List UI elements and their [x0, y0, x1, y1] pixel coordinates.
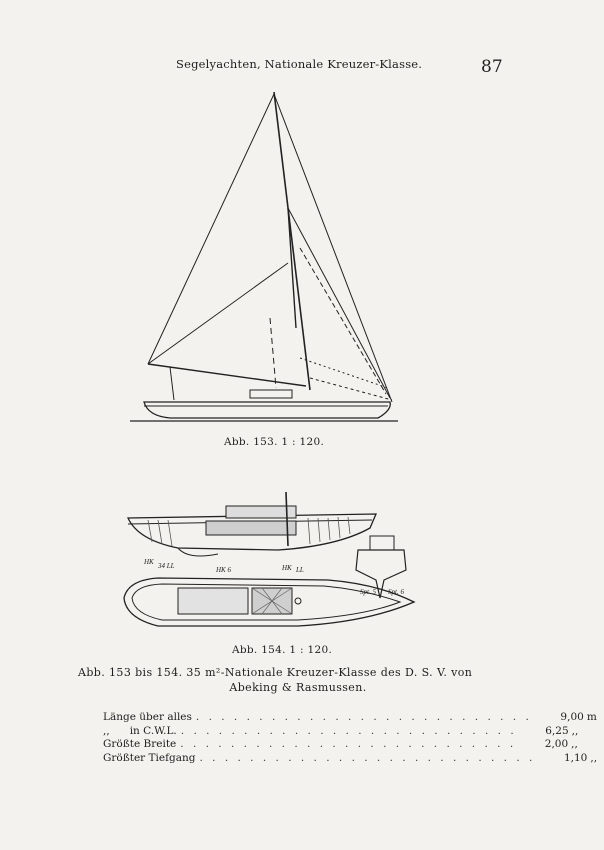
dimension-row: ,, in C.W.L. . . . . . . . . . . . . . . . . . . . . . . . . . . . 6,25 ,, [103, 725, 433, 739]
plan-label: HK 6 [216, 566, 231, 574]
dimension-row: Größte Breite . . . . . . . . . . . . . . . . . . . . . . . . . . . 2,00 ,, [103, 738, 433, 752]
plan-label: HK [144, 558, 154, 566]
figure-caption-line1: Abb. 153 bis 154. 35 m²-Nationale Kreuzer-Klasse des D. S. V. von [78, 666, 473, 679]
dimensions-table [103, 711, 598, 765]
dimension-row: Länge über alles . . . . . . . . . . . . . . . . . . . . . . . . . . . 9,00 m [103, 711, 433, 725]
figure-153-caption: Abb. 153. 1 : 120. [224, 436, 325, 448]
plan-label: Spt. 6 [388, 588, 404, 596]
dimension-value: 1,10 [563, 751, 588, 764]
dimension-label: ,, in C.W.L. [103, 724, 177, 737]
hull-plan-figure [118, 488, 424, 638]
plan-label: HK [282, 564, 292, 572]
dimension-unit: ,, [571, 738, 578, 750]
figure-caption-line2: Abeking & Rasmussen. [229, 681, 367, 694]
page-number: 87 [481, 57, 503, 77]
figure-154-caption: Abb. 154. 1 : 120. [232, 644, 333, 656]
dimension-value: 2,00 [544, 738, 569, 750]
plan-label: 34 LL [158, 562, 175, 570]
dimension-value: 6,25 [545, 724, 569, 737]
running-title: Segelyachten, Nationale Kreuzer-Klasse. [176, 57, 423, 71]
dimension-row: Größter Tiefgang . . . . . . . . . . . . . . . . . . . . . . . . . . . 1,10 ,, [103, 752, 433, 766]
dimension-label: Größte Breite [103, 738, 177, 750]
dimension-unit: ,, [571, 724, 579, 737]
dimension-value: 9,00 [560, 711, 584, 723]
plan-label: LL [296, 566, 304, 574]
figure-caption [78, 665, 478, 695]
dimension-label: Größter Tiefgang [103, 751, 196, 764]
plan-label: Spt. 5 [360, 588, 376, 596]
dimension-unit: ,, [590, 751, 598, 764]
dimension-unit: m [586, 711, 597, 723]
sail-plan-figure [130, 88, 410, 428]
dimension-label: Länge über alles [103, 711, 192, 723]
